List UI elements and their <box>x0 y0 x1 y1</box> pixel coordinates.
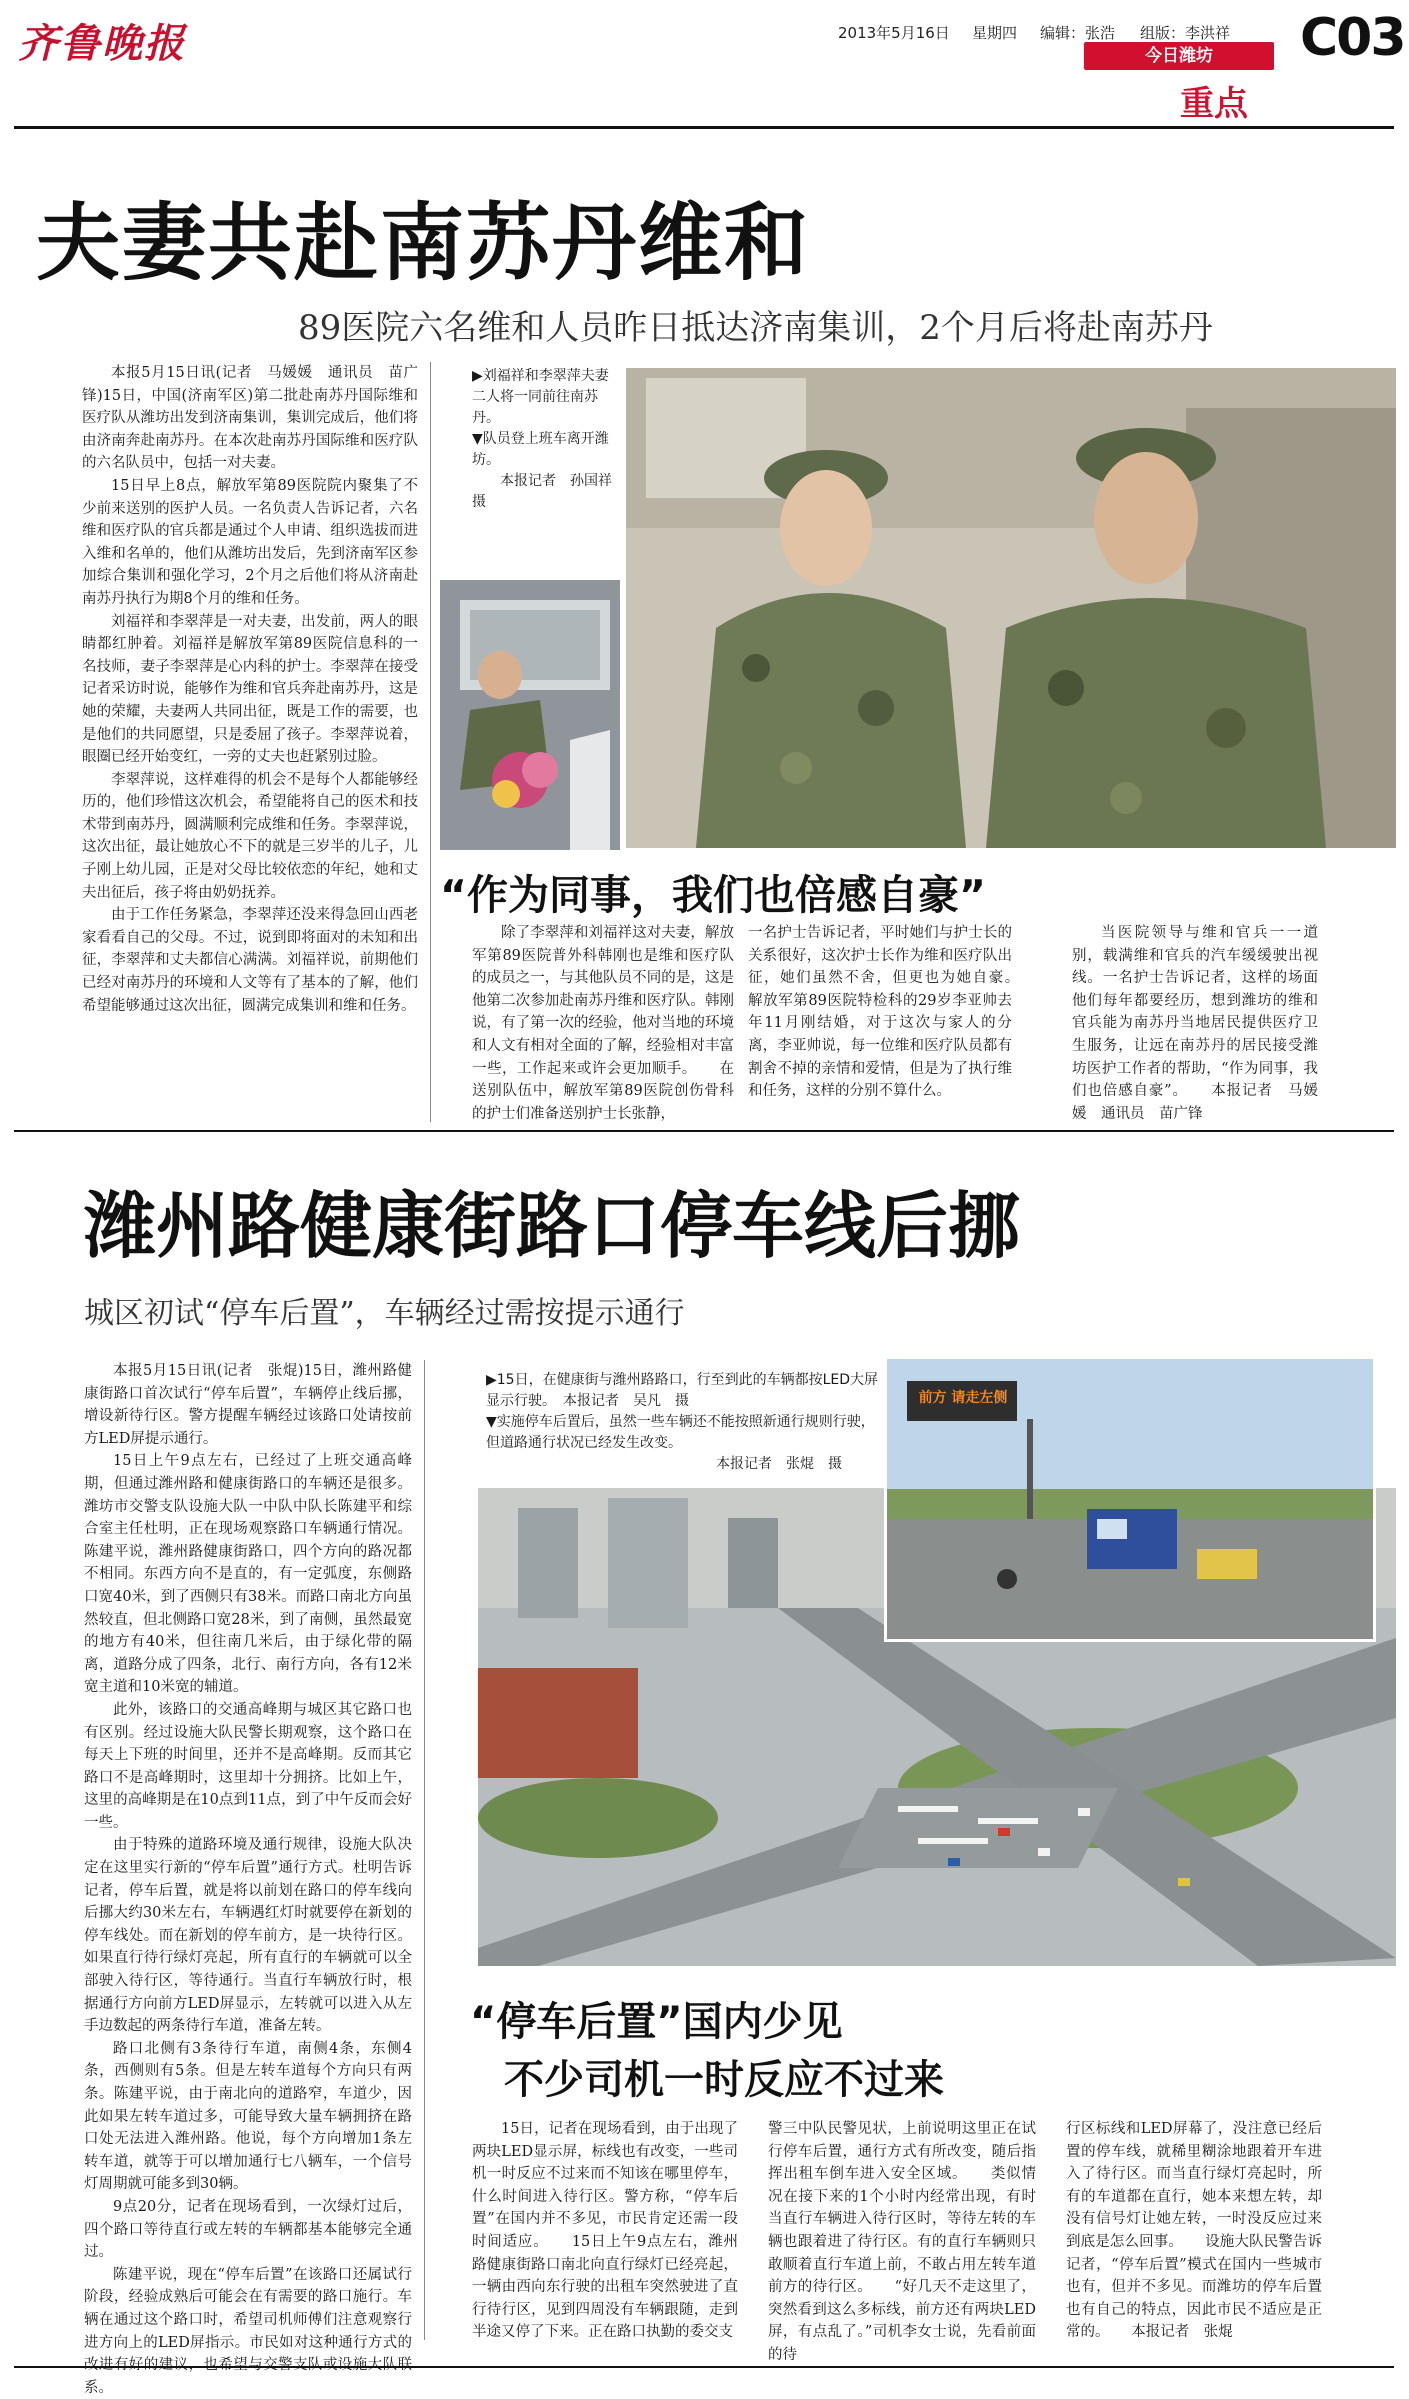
caption-line: ▶刘福祥和李翠萍夫妻二人将一同前往南苏丹。 <box>472 368 609 426</box>
story2-inset-photo <box>884 1356 1376 1642</box>
story1-paragraph: 15日早上8点，解放军第89医院院内聚集了不少前来送别的医护人员。一名负责人告诉记者，六名维和医疗队的官兵都是通过个人申请、组织选拔而进入维和名单的，他们从潍坊出发后，先到济南军区参加综合集训和强化学习，2个月之后他们将从济南赴南苏丹执行为期8个月的维和任务。 <box>82 477 418 607</box>
story1-bus-photo <box>440 580 620 850</box>
story1-paragraph: 李翠萍说，这样难得的机会不是每个人都能够经历的，他们珍惜这次机会，希望能将自己的医术和技术带到南苏丹，圆满顺利完成维和任务。李翠萍说，这次出征，最让她放心不下的就是三岁半的儿子，儿子刚上幼儿园，正是对父母比较依恋的年纪，她和丈夫出征后，孩子将由奶奶抚养。 <box>82 771 418 901</box>
story1-paragraph: 本报5月15日讯(记者 马媛媛 通讯员 苗广锋)15日，中国(济南军区)第二批赴南苏丹国际维和医疗队从潍坊出发到济南集训，集训完成后，他们将由济南奔赴南苏丹。在本次赴南苏丹国际维和医疗队的六名队员中，包括一对夫妻。 <box>82 365 418 472</box>
story2-headline: 潍州路健康街路口停车线后挪 <box>84 1184 1021 1268</box>
column-divider <box>424 1360 425 2340</box>
story1-subhead: 89医院六名维和人员昨日抵达济南集训，2个月后将赴南苏丹 <box>298 308 1213 348</box>
newspaper-logo: 齐鲁晚报 <box>18 20 186 67</box>
caption-line: ▶15日，在健康街与潍州路路口，行至到此的车辆都按LED大屏显示行驶。 本报记者 吴凡 摄 <box>486 1372 879 1409</box>
bus-photo-illustration <box>440 580 620 850</box>
issue-weekday: 星期四 <box>972 24 1018 42</box>
caption-line: ▼队员登上班车离开潍坊。 <box>472 431 609 468</box>
section-tag: 今日潍坊 <box>1084 42 1274 70</box>
story1-main-photo <box>626 368 1396 848</box>
story2-paragraph: 此外，该路口的交通高峰期与城区其它路口也有区别。经过设施大队民警长期观察，这个路口在每天上下班的时间里，还并不是高峰期。反而其它路口不是高峰期时，这里却十分拥挤。比如上午，这里的高峰期是在10点到11点，到了中午反而会好一些。 <box>84 1701 412 1831</box>
story1-paragraph: 由于工作任务紧急，李翠萍还没来得急回山西老家看看自己的父母。不过，说到即将面对的未知和出征，李翠萍和丈夫都信心满满。刘福祥说，前期他们已经对南苏丹的环境和人文等有了基本的了解，他们希望能够通过这次出征，圆满完成集训和维和任务。 <box>82 907 418 1014</box>
story1-paragraph: 刘福祥和李翠萍是一对夫妻，出发前，两人的眼睛都红肿着。刘福祥是解放军第89医院信息科的一名技师，妻子李翠萍是心内科的护士。李翠萍在接受记者采访时说，能够作为维和官兵奔赴南苏丹，这是她的荣耀，夫妻两人共同出征，既是工作的需要，也是他们的共同愿望，只是委屈了孩子。李翠萍说着，眼圈已经开始变红，一旁的丈夫也赶紧别过脸。 <box>82 613 418 766</box>
story2-column: 15日，记者在现场看到，由于出现了两块LED显示屏，标线也有改变，一些司机一时反应不过来而不知该在哪里停车，什么时间进入待行区。警方称，“停车后置”在国内并不多见，市民肯定还需一段时间适应。 15日上午9点左右，潍州路健康街路口南北向直行绿灯已经亮起，一辆由西向东行驶的出租车突然驶进了直行待行区，见到四周没有车辆跟随，走到半途又停了下来。正在路口执勤的委交支 <box>472 2121 738 2341</box>
caption-credit: 本报记者 张焜 摄 <box>716 1456 842 1472</box>
soldiers-photo-illustration <box>626 368 1396 848</box>
editor-credit: 编辑：张浩 <box>1040 24 1116 42</box>
story2-paragraph: 9点20分，记者在现场看到，一次绿灯过后，四个路口等待直行或左转的车辆都基本能够完全通过。 <box>84 2198 412 2261</box>
column-divider <box>430 362 431 1122</box>
story2-photo-caption <box>486 1370 886 1475</box>
story2-paragraph: 陈建平说，现在“停车后置”在该路口还属试行阶段，经验成熟后可能会在有需要的路口施行。车辆在通过这个路口时，希望司机师傅们注意观察行进方向上的LED屏指示。市民如对这种通行方式的 系。 <box>84 2266 412 2396</box>
page-number: C03 <box>1300 8 1405 68</box>
story1-column: 当医院领导与维和官兵一一道别，载满维和官兵的汽车缓缓驶出视线。一名护士告诉记者，这样的场面他们每年都要经历，想到潍坊的维和官兵能为南苏丹当地居民提供医疗卫生服务，让远在南苏丹的居民接受潍坊医护工作者的帮助，“作为同事，我们也倍感自豪”。 本报记者 马媛媛 通讯员 苗广锋 <box>1072 925 1318 1122</box>
story2-paragraph: 本报5月15日讯(记者 张焜)15日，潍州路健康街路口首次试行“停车后置”，车辆停止线后挪，增设新待行区。警方提醒车辆经过该路口处请按前方LED屏提示通行。 <box>84 1363 412 1447</box>
caption-credit: 本报记者 孙国祥 摄 <box>472 473 626 510</box>
story1-quote: “作为同事，我们也倍感自豪” <box>440 871 986 919</box>
masthead-rule <box>14 126 1394 129</box>
story-divider <box>14 1130 1394 1132</box>
section-subtitle: 重点 <box>1180 84 1248 124</box>
story1-headline: 夫妻共赴南苏丹维和 <box>36 194 811 292</box>
story2-quote-line2: 不少司机一时反应不过来 <box>504 2057 944 2103</box>
story2-subhead: 城区初试“停车后置”，车辆经过需按提示通行 <box>84 1296 685 1331</box>
story2-paragraph: 路口北侧有3条待行车道，南侧4条，东侧4条，西侧则有5条。但是左转车道每个方向只有两条。陈建平说，由于南北向的道路窄，车道少，因此如果左转车道过多，可能导致大量车辆拥挤在路口处无法进入潍州路。他说，每个方向增加1条左转车道，就等于可以增加通行七八辆车，一个信号灯周期就可能多到30辆。 <box>84 2040 412 2193</box>
caption-line: ▼实施停车后置后，虽然一些车辆还不能按照新通行规则行驶，但道路通行状况已经发生改变。 <box>486 1414 875 1451</box>
story2-column: 行区标线和LED屏幕了，没注意已经后置的停车线，就稀里糊涂地跟着开车进入了待行区。而当直行绿灯亮起时，所有的车道都在直行，她本来想左转，却没有信号灯让她左转，一时没反应过来到底是怎么回事。 设施大队民警告诉记者，“停车后置”模式在国内一些城市也有，但并不多见。而潍坊的停车后置也有自己的特点，因此市民不适应是正常的。 本报记者 张焜 <box>1066 2121 1322 2341</box>
story2-quote-line1: “停车后置”国内少见 <box>470 1999 843 2045</box>
story1-column: 一名护士告诉记者，平时她们与护士长的关系很好，这次护士长作为维和医疗队出征，她们虽然不舍，但更也为她自豪。 解放军第89医院特检科的29岁李亚帅去年11月刚结婚，对于这次与家人的分离，李亚帅说，每一位维和医疗队员都有割舍不掉的亲情和爱情，但是为了执行维和任务，这样的分别不算什么。 <box>748 925 1041 1100</box>
story2-column: 警三中队民警见状，上前说明这里正在试行停车后置，通行方式有所改变，随后指挥出租车倒车进入安全区域。 类似情况在接下来的1个小时内经常出现，有时当直行车辆进入待行区时，等待左转的车辆也跟着进了待行区。有的直行车辆则只敢顺着直行车道上前，不敢占用左转车道前方的待行区。 “好几天不走这里了，突然看到这么多标线，前方还有两块LED屏，有点乱了。”司机李女士说，先看前面的待 <box>768 2121 1036 2363</box>
story1-photo-caption <box>472 366 626 513</box>
layout-credit: 组版：李洪祥 <box>1140 24 1231 42</box>
story2-left-column <box>84 1360 412 2399</box>
issue-date: 2013年5月16日 <box>838 24 950 42</box>
story1-left-column <box>82 362 418 1017</box>
story2-paragraph: 由于特殊的道路环境及通行规律，设施大队决定在这里实行新的“停车后置”通行方式。杜明告诉记者，停车后置，就是将以前划在路口的停车线向后挪大约30米左右，车辆遇红灯时就要停在新划的停车线处。而在新划的停车前方，是一块待行区。如果直行待行绿灯亮起，所有直行的车辆就可以全部驶入待行区，等待通行。当直行车辆放行时，根据通行方向前方LED屏显示，左转就可以进入从左手边数起的两条待行车道，准备左转。 <box>84 1837 412 2035</box>
footer-rule <box>14 2366 1394 2368</box>
story1-column: 除了李翠萍和刘福祥这对夫妻，解放军第89医院普外科韩刚也是维和医疗队的成员之一，与其他队员不同的是，这是他第二次参加赴南苏丹维和医疗队。韩刚说，有了第一次的经验，他对当地的环境和人文有相对全面的了解，经验相对丰富一些，工作起来或许会更加顺手。 在送别队伍中，解放军第89医院创伤骨科的护士们准备送别护士长张静， <box>472 925 734 1122</box>
led-sign-text: 前方 请走左侧 <box>918 1390 1008 1406</box>
story2-paragraph: 15日上午9点左右，已经过了上班交通高峰期，但通过潍州路和健康街路口的车辆还是很多。潍坊市交警支队设施大队一中队中队长陈建平和综合室主任杜明，正在现场观察路口车辆通行情况。陈建平说，潍州路健康街路口，四个方向的路况都不相同。东西方向不是直的，有一定弧度，东侧路口宽40米，到了西侧只有38米。而路口南北方向虽然较直，但北侧路口宽28米，到了南侧，虽然最宽的地方有40米，但往南几米后，由于绿化带的隔离，道路分成了四条，北行、南行方向，各有12米宽主道和10米宽的辅道。 <box>84 1453 412 1696</box>
